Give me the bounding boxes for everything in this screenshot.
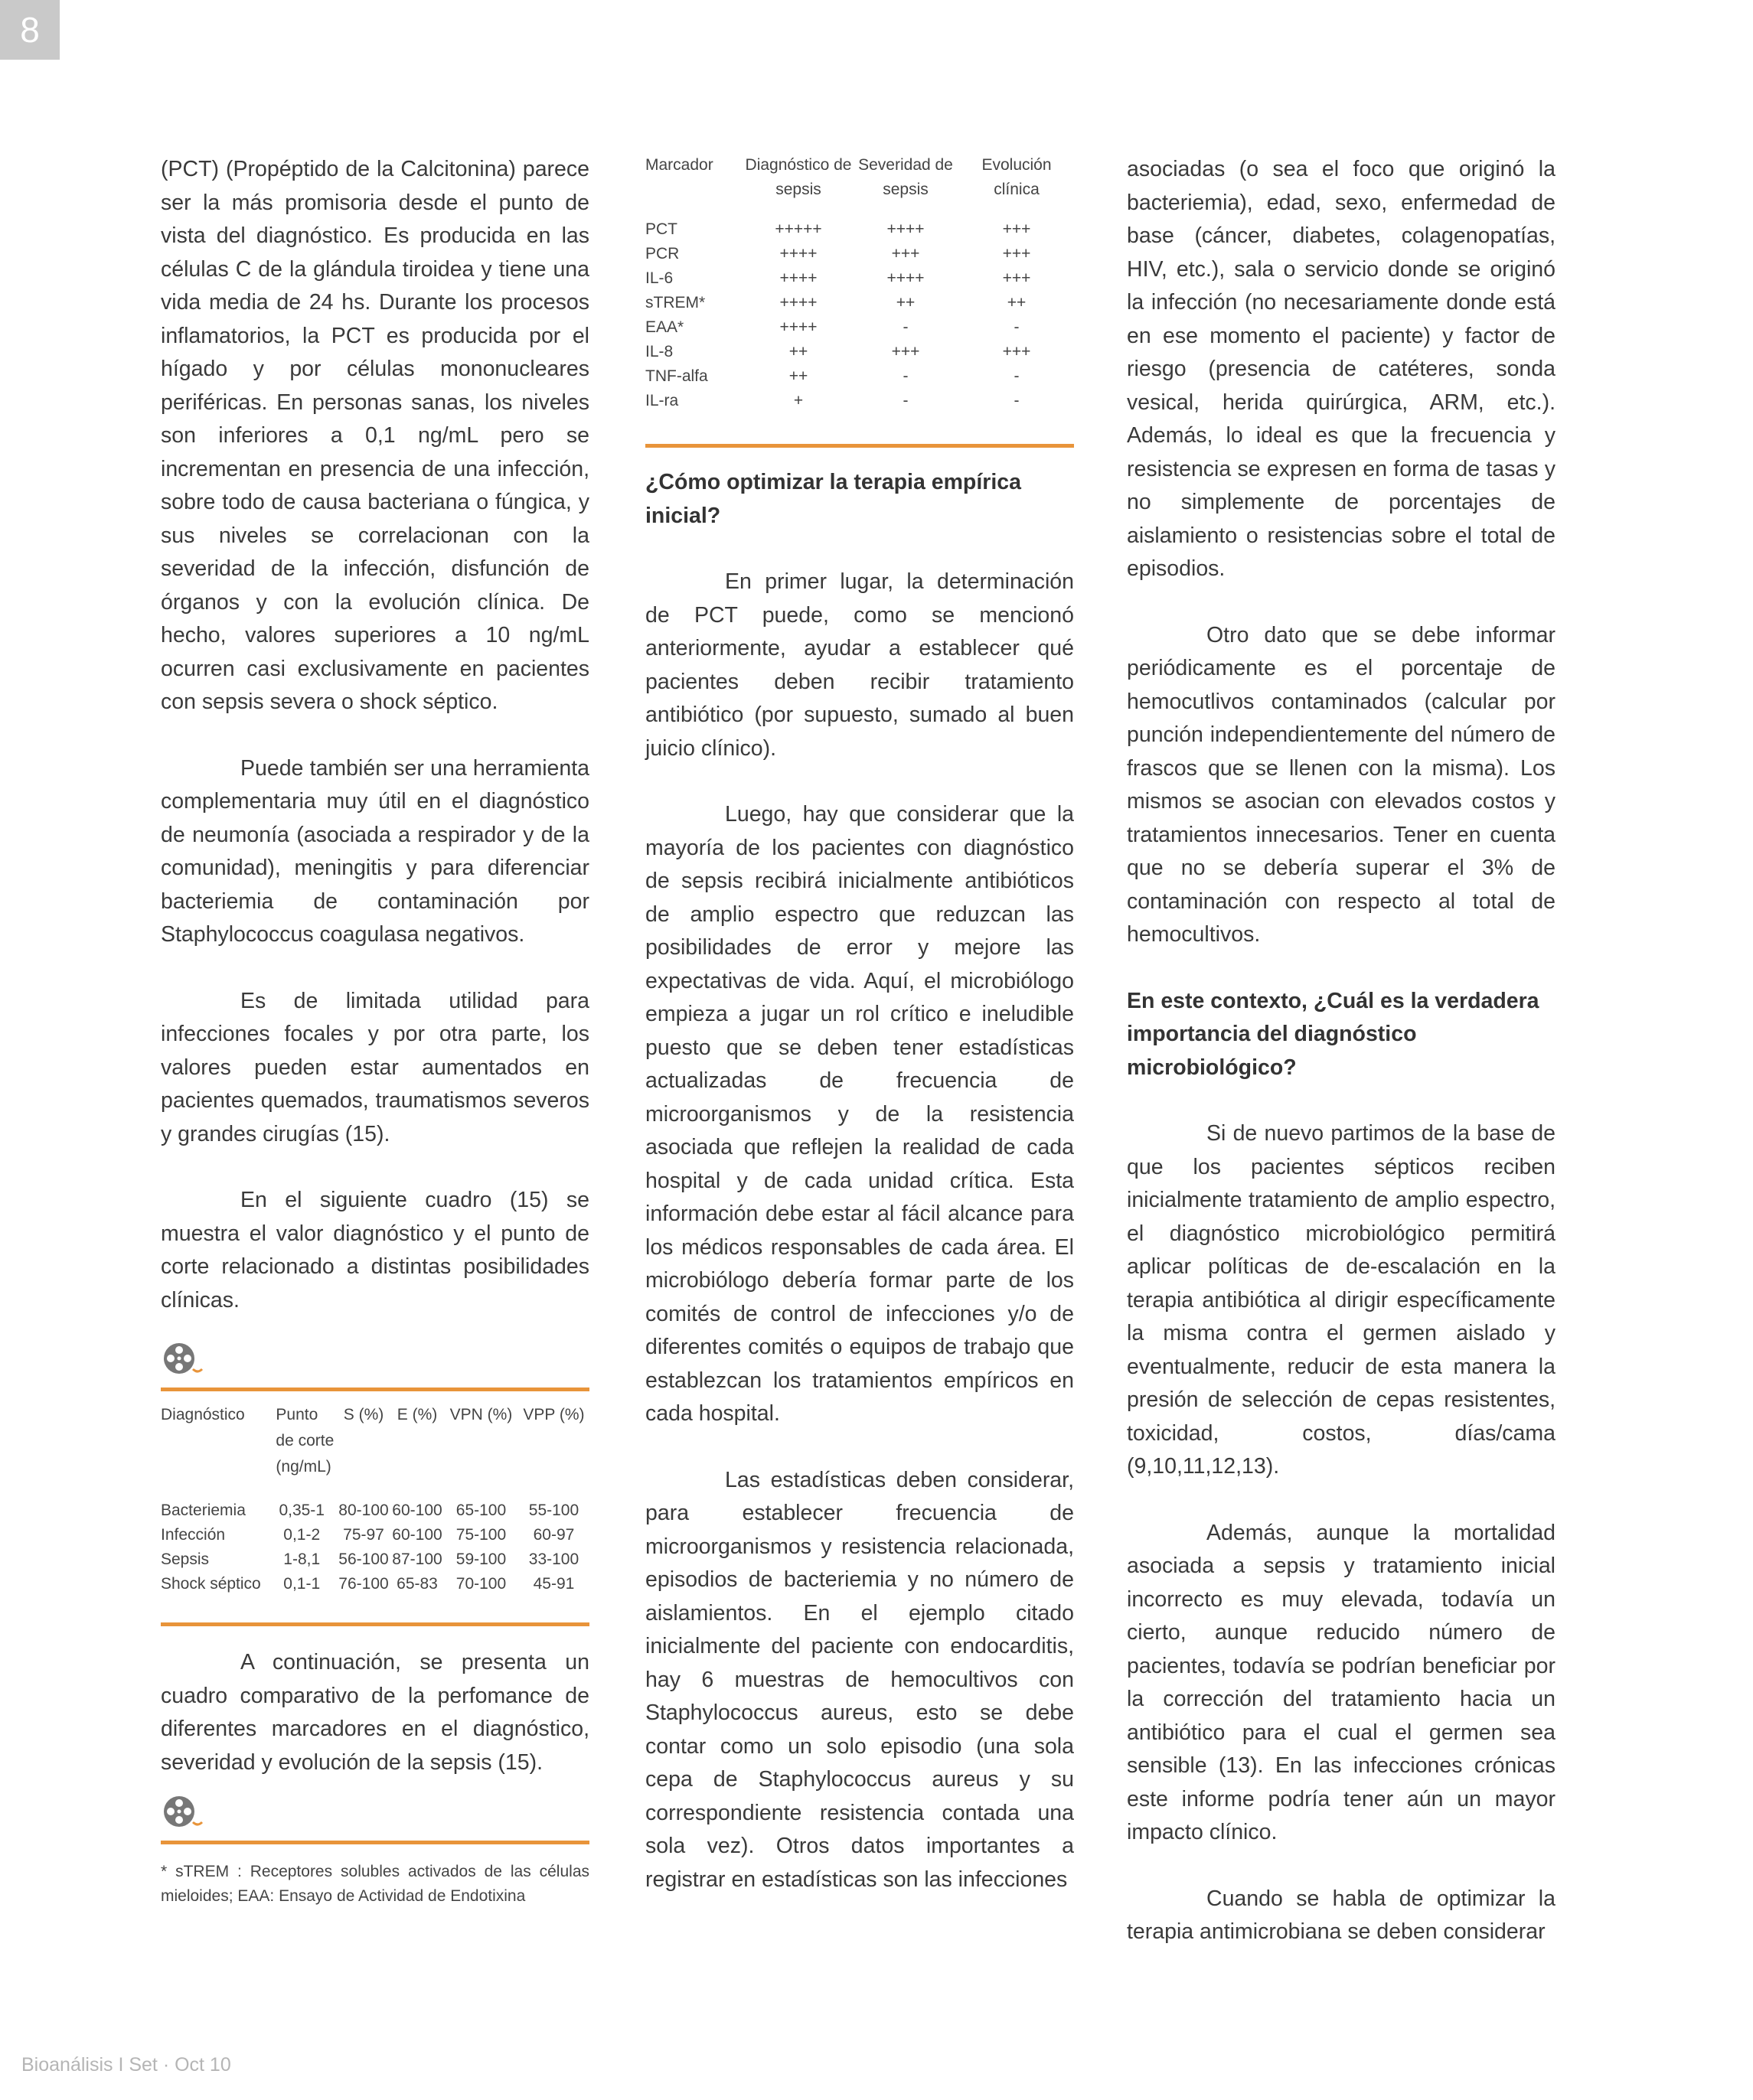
table-cell: - bbox=[903, 367, 909, 385]
table-row bbox=[645, 242, 1074, 266]
table-cell: PCR bbox=[645, 245, 680, 262]
table-row bbox=[645, 291, 1074, 315]
table-cell: 1-8,1 bbox=[283, 1551, 321, 1568]
paragraph: A continuación, se presenta un cuadro comparativo de la perfomance de diferentes marcadores en el diagnóstico, severidad y evolución de la sepsis (15). bbox=[161, 1650, 589, 1775]
table-cell: 0,1-1 bbox=[283, 1575, 321, 1593]
section-heading: En este contexto, ¿Cuál es la verdadera importancia del diagnóstico microbiológico? bbox=[1127, 988, 1539, 1080]
table-cell: - bbox=[1014, 367, 1020, 385]
table-cell: 65-100 bbox=[455, 1502, 507, 1519]
table-row bbox=[645, 389, 1074, 413]
table-row bbox=[645, 340, 1074, 364]
table-row bbox=[161, 1498, 589, 1523]
table-cell: 45-91 bbox=[533, 1575, 575, 1593]
paragraph: Además, aunque la mortalidad asociada a sepsis y tratamiento inicial incorrecto es muy elevada, todavía un cierto, aunque reducido número de pacientes, todavía se podrían beneficiar por la corrección del tratamiento hacia un antibiótico para el cual el germen sea sensible (13). En las infecciones crónicas este informe podría tener aún un mayor impacto clínico. bbox=[1127, 1520, 1556, 1844]
table-cell: sTREM* bbox=[645, 294, 706, 311]
column-3 bbox=[1127, 153, 1556, 1982]
table-header: Diagnóstico bbox=[161, 1406, 245, 1423]
column-2 bbox=[645, 153, 1074, 1929]
paragraph: Las estadísticas deben considerar, para establecer frecuencia de microorganismos y resistencia relacionada, episodios de bacteriemia y no número de aislamientos. En el ejemplo citado inicialmente del paciente con endocarditis, hay 6 muestras de hemocultivos con Staphylococcus aureus, esto se debe contar como un solo episodio (una sola cepa de Staphylococcus aureus y su correspondiente resistencia contada una sola vez). Otros datos importantes a registrar en estadísticas son las infecciones bbox=[645, 1467, 1074, 1892]
table-cell: 56-100 bbox=[338, 1551, 389, 1568]
table-cell: 59-100 bbox=[455, 1551, 507, 1568]
table-row bbox=[161, 1523, 589, 1547]
table-row bbox=[645, 315, 1074, 340]
table-cell: 55-100 bbox=[528, 1502, 579, 1519]
table-cell: - bbox=[1014, 318, 1020, 336]
paragraph: Puede también ser una herramienta complementaria muy útil en el diagnóstico de neumonía (asociada a respirador y de la comunidad), meningitis y para diferenciar bacteriemia de contaminación por Staphylococcus coagulasa negativos. bbox=[161, 755, 589, 947]
page-number: 8 bbox=[0, 0, 60, 60]
table-header-row bbox=[161, 1402, 589, 1480]
table-cell: IL-8 bbox=[645, 343, 674, 360]
table-header: Evolución clínica bbox=[981, 156, 1052, 198]
table-cell: 60-100 bbox=[392, 1502, 442, 1519]
table-cell: +++ bbox=[1002, 269, 1031, 287]
table-row bbox=[645, 266, 1074, 291]
table-cell: ++ bbox=[1007, 294, 1027, 311]
paragraph: asociadas (o sea el foco que originó la bacteriemia), edad, sexo, enfermedad de base (cáncer, diabetes, colagenopatías, HIV, etc.), sala o servicio donde se originó la infección (no necesariamente donde está en ese momento el paciente) y factor de riesgo (presencia de catéteres, sonda vesical, herida quirúrgica, ARM, etc.). Además, lo ideal es que la frecuencia y resistencia se expresen en forma de tasas y no simplemente de porcentajes de aislamiento o resistencias sobre el total de episodios. bbox=[1127, 157, 1556, 581]
table-cell: +++ bbox=[1002, 343, 1031, 360]
table-cell: ++++ bbox=[886, 269, 925, 287]
table-cell: Infección bbox=[161, 1526, 226, 1544]
table-cell: - bbox=[1014, 392, 1020, 409]
table-cell: 0,1-2 bbox=[283, 1526, 321, 1544]
table-header: VPP (%) bbox=[523, 1406, 585, 1423]
table-header: S (%) bbox=[343, 1406, 384, 1423]
table-cell: ++++ bbox=[779, 269, 818, 287]
table-cell: ++ bbox=[896, 294, 916, 311]
paragraph: Otro dato que se debe informar periódicamente es el porcentaje de hemocutlivos contaminados (calcular por punción independientemente del número de frascos que se llenen con la misma). Los mismos se asocian con elevados costos y tratamientos innecesarios. Tener en cuenta que no se debería superar el 3% de contaminación con respecto al total de hemocultivos. bbox=[1127, 622, 1556, 947]
table-cell: EAA* bbox=[645, 318, 684, 336]
paragraph: Luego, hay que considerar que la mayoría de los pacientes con diagnóstico de sepsis recibirá inicialmente antibióticos de amplio espectro que reduzcan las posibilidades de error y mejore las expectativas de vida. Aquí, el microbiólogo empieza a jugar un rol crítico e ineludible puesto que se deben tener estadísticas actualizadas de frecuencia de microorganismos y de la resistencia asociada que reflejen la realidad de cada hospital y de cada unidad crítica. Esta información debe estar al fácil alcance para los médicos responsables de cada área. El microbiólogo debería formar parte de los comités de control de infecciones y/o de diferentes comités o equipos de trabajo que establezcan los tratamientos empíricos en cada hospital. bbox=[645, 802, 1074, 1426]
table-header: Punto de corte (ng/mL) bbox=[276, 1406, 335, 1476]
table-cell: 75-100 bbox=[455, 1526, 507, 1544]
paragraph: Es de limitada utilidad para infecciones focales y por otra parte, los valores pueden estar aumentados en pacientes quemados, traumatismos severos y grandes cirugías (15). bbox=[161, 988, 589, 1146]
table-cell: +++ bbox=[891, 245, 920, 262]
table-cell: PCT bbox=[645, 220, 677, 238]
table-cell: ++++ bbox=[779, 294, 818, 311]
table-cell: IL-ra bbox=[645, 392, 679, 409]
table-row bbox=[161, 1572, 589, 1596]
table-header: Diagnóstico de sepsis bbox=[745, 156, 852, 198]
table-cell: + bbox=[793, 392, 804, 409]
table-cell: +++++ bbox=[775, 220, 822, 238]
table-cell: 65-83 bbox=[397, 1575, 438, 1593]
footnote-rule bbox=[161, 1841, 589, 1844]
table-top-rule bbox=[161, 1388, 589, 1391]
table-header: VPN (%) bbox=[449, 1406, 513, 1423]
table-cell: - bbox=[903, 318, 909, 336]
table-cell: 75-97 bbox=[343, 1526, 384, 1544]
table-cell: ++++ bbox=[886, 220, 925, 238]
table-cell: 60-100 bbox=[392, 1526, 442, 1544]
table-header: E (%) bbox=[397, 1406, 438, 1423]
table-cell: ++++ bbox=[779, 318, 818, 336]
paragraph: Si de nuevo partimos de la base de que los pacientes sépticos reciben inicialmente tratamiento de amplio espectro, el diagnóstico microbiológico permitirá aplicar políticas de de-escalación en la terapia antibiótica al dirigir específicamente la misma contra el germen aislado y eventualmente, reducir de esta manera la presión de selección de cepas resistentes, toxicidad, costos, días/cama (9,10,11,12,13). bbox=[1127, 1121, 1556, 1479]
table-cell: 33-100 bbox=[528, 1551, 579, 1568]
column-1 bbox=[161, 153, 589, 1942]
table-header: Marcador bbox=[645, 156, 713, 174]
table-cell: ++ bbox=[788, 343, 808, 360]
table-cell: 76-100 bbox=[338, 1575, 389, 1593]
table-row bbox=[161, 1547, 589, 1572]
paragraph: En el siguiente cuadro (15) se muestra el valor diagnóstico y el punto de corte relacionado a distintas posibilidades clínicas. bbox=[161, 1188, 589, 1312]
table-cell: ++++ bbox=[779, 245, 818, 262]
paragraph: Cuando se habla de optimizar la terapia antimicrobiana se deben considerar bbox=[1127, 1886, 1556, 1944]
table-cell: 0,35-1 bbox=[279, 1502, 325, 1519]
page-footer: Bioanálisis I Set · Oct 10 bbox=[21, 2054, 231, 2076]
film-reel-icon bbox=[161, 1793, 205, 1831]
table-cell: +++ bbox=[1002, 220, 1031, 238]
table-cell: +++ bbox=[891, 343, 920, 360]
table-cell: ++ bbox=[788, 367, 808, 385]
table-row bbox=[645, 364, 1074, 389]
diagnostic-value-table bbox=[161, 1402, 589, 1596]
table-bottom-rule bbox=[645, 444, 1074, 448]
table-cell: Sepsis bbox=[161, 1551, 210, 1568]
table-header: Severidad de sepsis bbox=[858, 156, 953, 198]
table-cell: 87-100 bbox=[392, 1551, 442, 1568]
paragraph: (PCT) (Propéptido de la Calcitonina) parece ser la más promisoria desde el punto de vista del diagnóstico. Es producida en las células C de la glándula tiroidea y tiene una vida media de 24 hs. Durante los procesos inflamatorios, la PCT es producida por el hígado y por células mononucleares periféricas. En personas sanas, los niveles son inferiores a 0,1 ng/mL pero se incrementan en presencia de una infección, sobre todo de causa bacteriana o fúngica, y sus niveles se correlacionan con la severidad de la infección, disfunción de órganos y con la evolución clínica. De hecho, valores superiores a 10 ng/mL ocurren casi exclusivamente en pacientes con sepsis severa o shock séptico. bbox=[161, 157, 589, 714]
table-footnote: * sTREM : Receptores solubles activados de las células mieloides; EAA: Ensayo de Actividad de Endotixina bbox=[161, 1863, 589, 1905]
table-cell: Bacteriemia bbox=[161, 1502, 246, 1519]
table-cell: +++ bbox=[1002, 245, 1031, 262]
table-cell: 60-97 bbox=[533, 1526, 575, 1544]
section-heading: ¿Cómo optimizar la terapia empírica inicial? bbox=[645, 470, 1021, 528]
table-header-row bbox=[645, 153, 1074, 202]
table-cell: - bbox=[903, 392, 909, 409]
film-reel-icon bbox=[161, 1340, 205, 1378]
table-cell: 70-100 bbox=[455, 1575, 507, 1593]
table-cell: Shock séptico bbox=[161, 1575, 261, 1593]
table-row bbox=[645, 217, 1074, 242]
table-cell: 80-100 bbox=[338, 1502, 389, 1519]
marker-comparison-table bbox=[645, 153, 1074, 413]
table-bottom-rule bbox=[161, 1622, 589, 1626]
table-cell: IL-6 bbox=[645, 269, 674, 287]
table-cell: TNF-alfa bbox=[645, 367, 708, 385]
paragraph: En primer lugar, la determinación de PCT puede, como se mencionó anteriormente, ayudar a establecer qué pacientes deben recibir tratamiento antibiótico (por supuesto, sumado al buen juicio clínico). bbox=[645, 569, 1074, 761]
